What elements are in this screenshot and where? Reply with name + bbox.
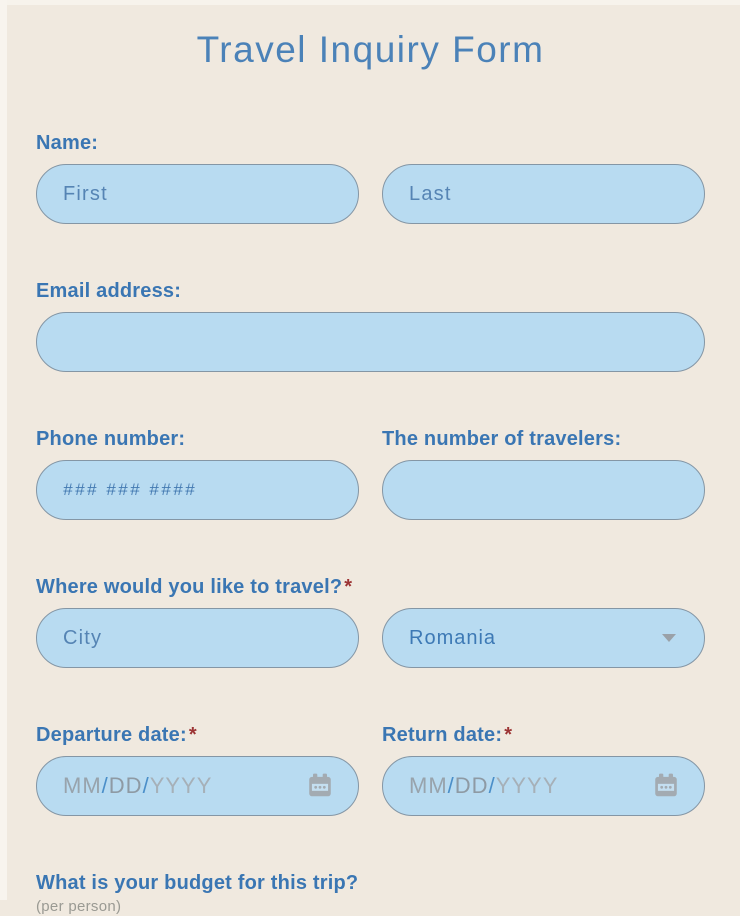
return-mm-placeholder: MM: [409, 773, 448, 798]
date-separator: /: [488, 773, 496, 798]
section-email: [36, 280, 705, 372]
return-yyyy-placeholder: YYYY: [495, 773, 559, 798]
budget-label: What is your budget for this trip?: [36, 872, 359, 894]
last-name-input[interactable]: [382, 164, 705, 224]
return-date-label-text: Return date:: [382, 724, 503, 746]
departure-date-input[interactable]: [36, 756, 359, 816]
city-input[interactable]: [36, 608, 359, 668]
section-name: [36, 132, 705, 224]
date-separator: /: [101, 773, 109, 798]
chevron-down-icon: [662, 634, 676, 642]
departure-date-label-text: Departure date:: [36, 724, 187, 746]
name-label: Name:: [36, 132, 99, 154]
departure-required-marker: *: [188, 724, 197, 746]
departure-date-label: [36, 724, 359, 746]
country-select[interactable]: [382, 608, 705, 668]
email-label: Email address:: [36, 280, 182, 302]
section-dates: [36, 724, 705, 816]
page-title: Travel Inquiry Form: [196, 29, 545, 70]
return-dd-placeholder: DD: [454, 773, 489, 798]
section-destination: [36, 576, 705, 668]
section-budget: [36, 872, 705, 916]
travelers-input[interactable]: [382, 460, 705, 520]
return-required-marker: *: [504, 724, 513, 746]
first-name-input[interactable]: [36, 164, 359, 224]
destination-label-text: Where would you like to travel?: [36, 576, 343, 598]
destination-required-marker: *: [344, 576, 353, 598]
calendar-icon[interactable]: [306, 772, 334, 800]
return-date-label: [382, 724, 705, 746]
destination-label: [36, 576, 705, 598]
return-date-input[interactable]: [382, 756, 705, 816]
country-select-value: Romania: [409, 626, 497, 649]
date-separator: /: [447, 773, 455, 798]
date-separator: /: [142, 773, 150, 798]
departure-dd-placeholder: DD: [108, 773, 143, 798]
calendar-icon[interactable]: [652, 772, 680, 800]
travelers-label: The number of travelers:: [382, 428, 622, 450]
departure-mm-placeholder: MM: [63, 773, 102, 798]
section-phone-travelers: [36, 428, 705, 520]
phone-label: Phone number:: [36, 428, 186, 450]
budget-sublabel: (per person): [36, 898, 122, 915]
departure-yyyy-placeholder: YYYY: [149, 773, 213, 798]
phone-input[interactable]: [36, 460, 359, 520]
email-input[interactable]: [36, 312, 705, 372]
